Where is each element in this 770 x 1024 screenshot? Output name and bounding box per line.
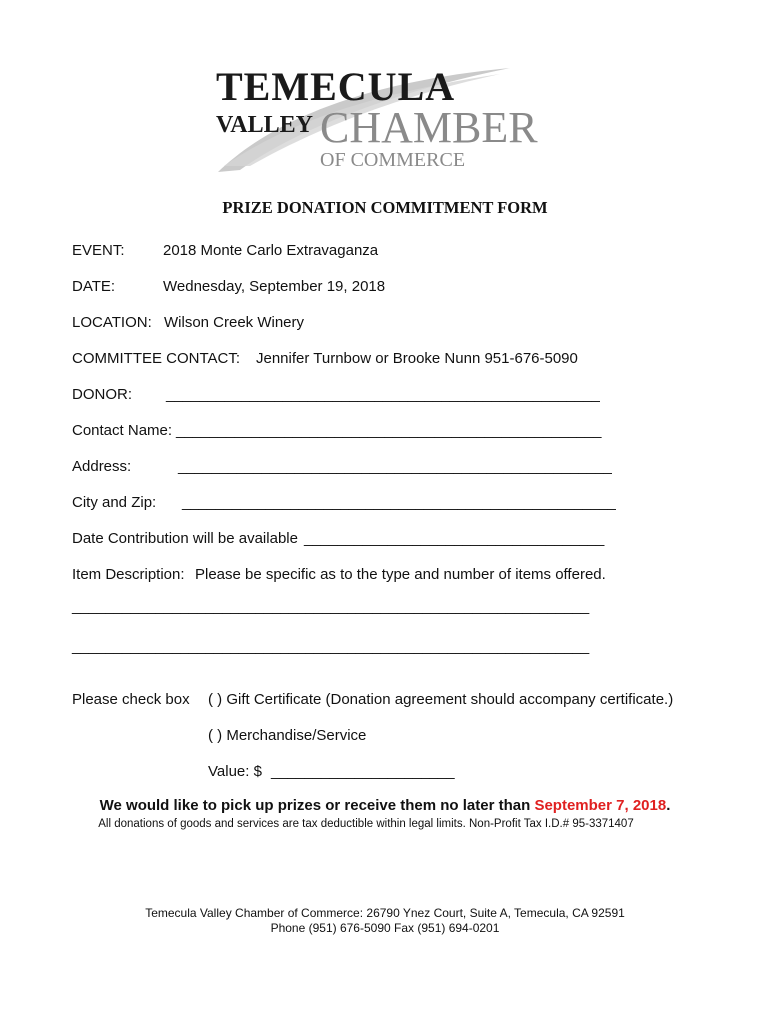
merchandise-service-option[interactable]: ( ) Merchandise/Service (208, 727, 367, 744)
committee-contact-value: Jennifer Turnbow or Brooke Nunn 951-676-5090 (256, 350, 578, 367)
city-zip-label: City and Zip: (72, 494, 157, 511)
date-contribution-label: Date Contribution will be available (72, 530, 298, 547)
value-label: Value: $ (208, 763, 262, 780)
item-description-instructions: Please be specific as to the type and number of items offered. (195, 566, 606, 583)
logo-temecula: TEMECULA (216, 64, 456, 109)
value-field[interactable]: ______________________ (271, 763, 455, 780)
logo-of-commerce: OF COMMERCE (320, 149, 466, 171)
item-description-label: Item Description: (72, 566, 185, 583)
address-label: Address: (72, 458, 132, 475)
footer-address: Temecula Valley Chamber of Commerce: 26790 Ynez Court, Suite A, Temecula, CA 92591 (145, 906, 625, 920)
item-description-line-1[interactable]: ______________________________________________________________ (72, 598, 590, 615)
address-field[interactable]: ____________________________________________________ (178, 458, 612, 475)
event-label: EVENT: (72, 242, 125, 259)
date-label: DATE: (72, 278, 116, 295)
location-label: LOCATION: (72, 314, 152, 331)
pickup-text: We would like to pick up prizes or receive them no later than (99, 797, 535, 814)
item-description-line-2[interactable]: ______________________________________________________________ (72, 638, 590, 655)
pickup-date: September 7, 2018 (534, 797, 667, 814)
donor-label: DONOR: (72, 386, 132, 403)
event-value: 2018 Monte Carlo Extravaganza (163, 242, 379, 259)
contact-name-label: Contact Name: (72, 422, 173, 439)
check-box-label: Please check box (72, 691, 190, 708)
gift-certificate-option[interactable]: ( ) Gift Certificate (Donation agreement should accompany certificate.) (208, 691, 674, 708)
pickup-end: . (666, 797, 671, 814)
chamber-logo (210, 62, 570, 174)
donor-field[interactable]: ____________________________________________________ (166, 386, 600, 403)
footer-phone: Phone (951) 676-5090 Fax (951) 694-0201 (270, 921, 500, 935)
pickup-notice (0, 797, 770, 814)
committee-contact-label: COMMITTEE CONTACT: (72, 350, 241, 367)
tax-deductible-note: All donations of goods and services are tax deductible within legal limits. Non-Profit Tax I.D.# 95-3371407 (98, 818, 634, 830)
contact-name-field[interactable]: ___________________________________________________ (176, 422, 602, 439)
city-zip-field[interactable]: ____________________________________________________ (182, 494, 616, 511)
form-title: PRIZE DONATION COMMITMENT FORM (222, 198, 548, 217)
date-contribution-field[interactable]: ____________________________________ (304, 530, 605, 547)
logo-chamber: CHAMBER (320, 103, 538, 152)
logo-valley: VALLEY (216, 112, 313, 138)
location-value: Wilson Creek Winery (164, 314, 305, 331)
date-value: Wednesday, September 19, 2018 (163, 278, 386, 295)
